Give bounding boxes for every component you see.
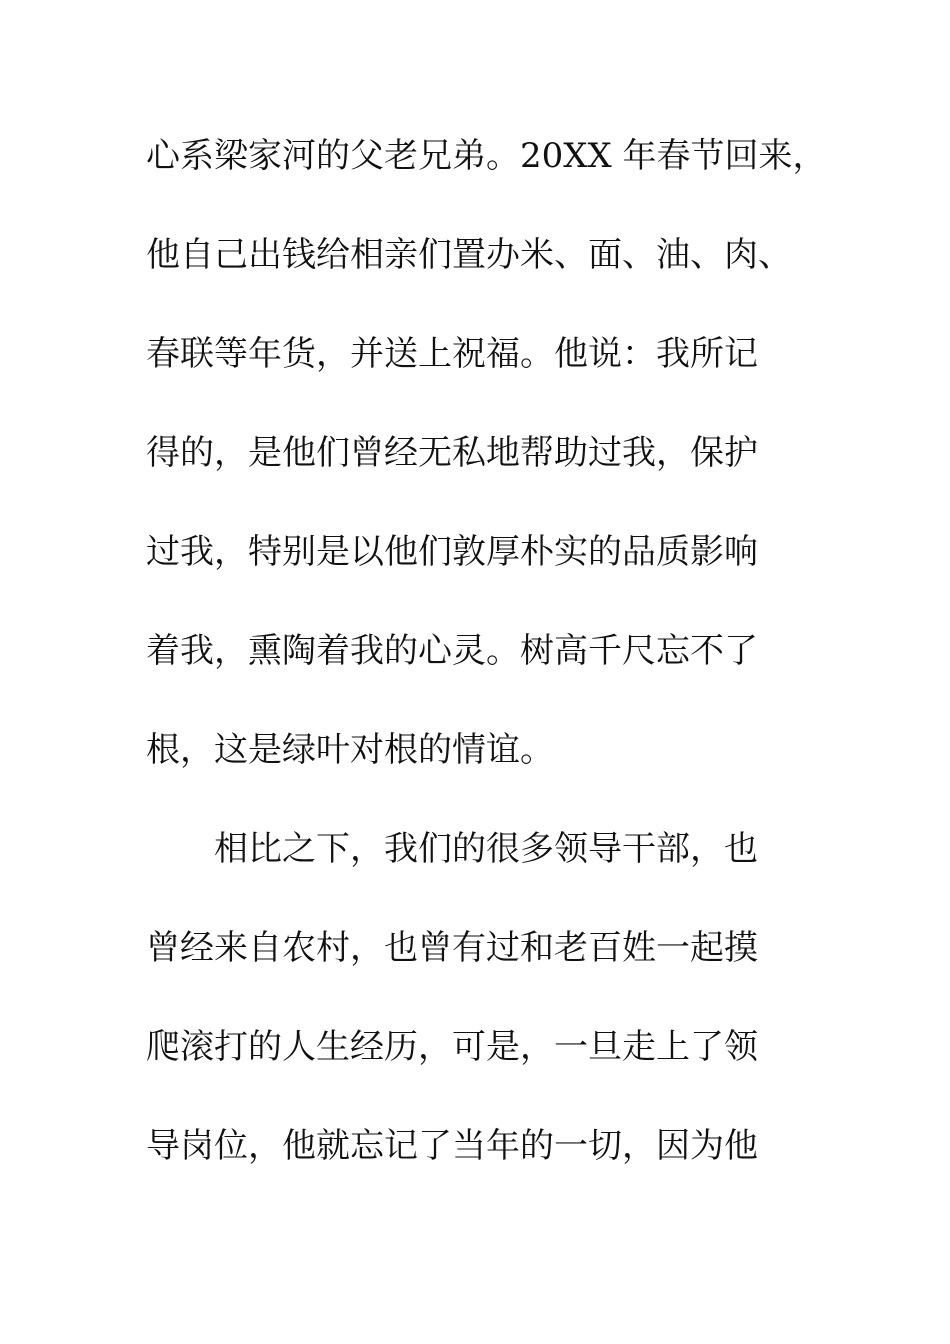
paragraph-line: 曾经来自农村，也曾有过和老百姓一起摸 — [146, 928, 758, 968]
paragraph-line: 爬滚打的人生经历，可是，一旦走上了领 — [146, 1027, 758, 1067]
paragraph-line: 着我，熏陶着我的心灵。树高千尺忘不了 — [146, 631, 758, 671]
paragraph-line: 过我，特别是以他们敦厚朴实的品质影响 — [146, 532, 758, 572]
paragraph-line: 春联等年货，并送上祝福。他说：我所记 — [146, 334, 758, 374]
paragraph-line: 他自己出钱给相亲们置办米、面、油、肉、 — [146, 235, 792, 275]
paragraph-line: 根，这是绿叶对根的情谊。 — [146, 730, 554, 770]
paragraph-line: 心系梁家河的父老兄弟。20XX 年春节回来， — [146, 136, 827, 176]
paragraph-first-line: 相比之下，我们的很多领导干部，也 — [214, 829, 758, 869]
paragraph-line: 得的，是他们曾经无私地帮助过我，保护 — [146, 433, 758, 473]
paragraph-line: 导岗位，他就忘记了当年的一切，因为他 — [146, 1126, 758, 1166]
